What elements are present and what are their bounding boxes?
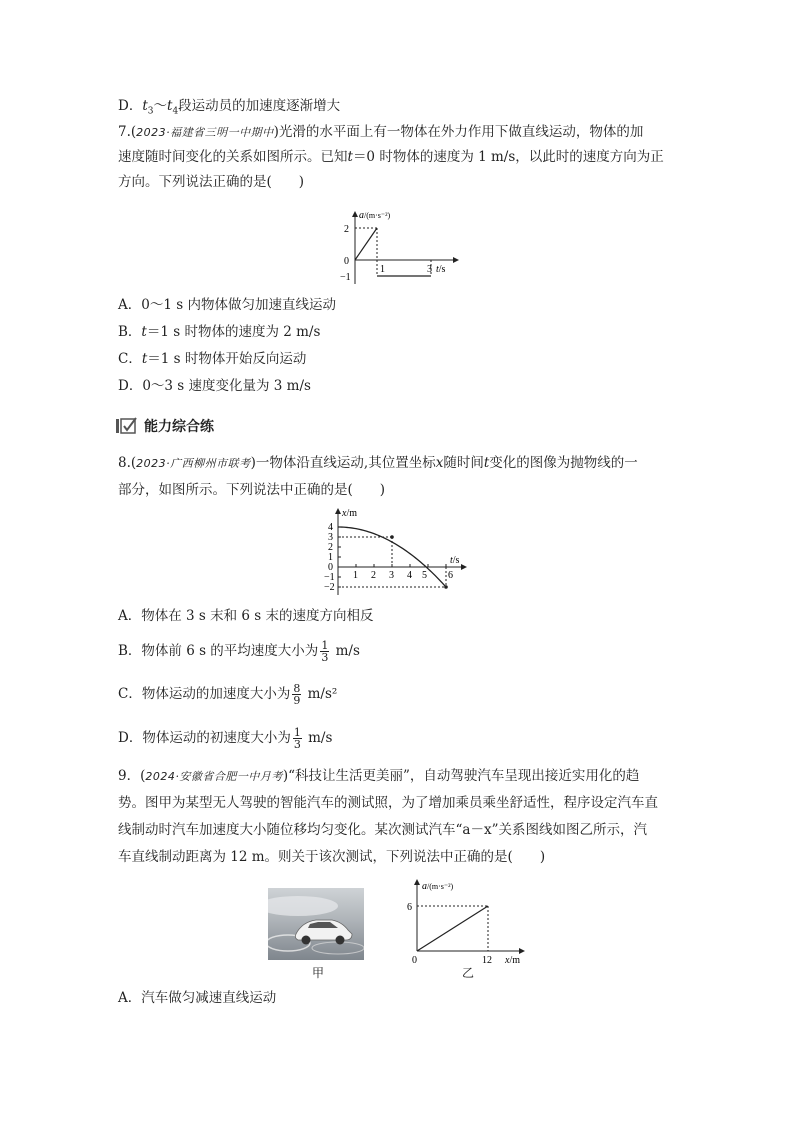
q7-tick-x3: 3 (427, 264, 432, 275)
section-header (116, 416, 214, 436)
q7-stem-line2: 速度随时间变化的关系如图所示。已知t＝0 时物体的速度为 1 m/s，以此时的速度方向为正 (118, 149, 664, 165)
q7-source: 2023·福建省三明一中期中 (136, 126, 274, 139)
q8-stem-line2: 部分，如图所示。下列说法中正确的是( ) (118, 482, 386, 498)
car-image (268, 888, 364, 960)
q6-option-d: D．$t_3\sim t_4$段运动员的加速度逐渐增大 (118, 98, 341, 117)
q8-option-b: B．物体前 6 s 的平均速度大小为 $\frac{1}{3}$ m/s (118, 639, 360, 664)
q7-stem-line3: 方向。下列说法正确的是( ) (118, 174, 305, 190)
q9-x-label: x (505, 955, 510, 966)
q8-xtick: 1 (353, 570, 358, 581)
q7-option-b: B．t＝1 s 时物体的速度为 2 m/s (118, 324, 321, 340)
q7-tick-0: 0 (344, 256, 349, 267)
fraction: $\frac{1}{3}$ (293, 726, 301, 751)
q7-ramp-segment (355, 228, 377, 260)
q8-ytick: 1 (328, 552, 333, 563)
q7-tick-2: 2 (344, 224, 349, 235)
caption-jia: 甲 (312, 966, 325, 980)
q7-y-label: a (359, 210, 364, 221)
q8-ytick: 3 (328, 532, 333, 543)
q9-tick-12: 12 (482, 955, 492, 966)
q8-ytick: −1 (324, 572, 335, 583)
caption-yi: 乙 (462, 966, 475, 980)
svg-text:x/m: x/m (505, 955, 521, 966)
q9-tick-6: 6 (407, 902, 412, 913)
q8-source: 2023·广西柳州市联考 (136, 457, 251, 470)
q9-stem-line1: 9．(2024·安徽省合肥一中月考)“科技让生活更美丽”，自动驾驶汽车呈现出接近实用化的趋 (118, 768, 640, 784)
q8-option-c: C．物体运动的加速度大小为 $\frac{8}{9}$ m/s² (118, 682, 338, 707)
q8-y-label: x (342, 508, 347, 519)
q9-stem-line3: 线制动时汽车加速度大小随位移均匀变化。某次测试汽车“a－x”关系图线如图乙所示，汽 (118, 822, 647, 838)
q8-ytick: −2 (324, 582, 335, 593)
q9-tick-0: 0 (412, 955, 417, 966)
q8-stem-line1: 8.(2023·广西柳州市联考)一物体沿直线运动,其位置坐标x随时间t变化的图像为抛物线的一 (118, 455, 638, 471)
q7-option-a: A．0～1 s 内物体做匀加速直线运动 (118, 297, 336, 313)
svg-text:x/m: x/m (342, 508, 358, 519)
q7-option-d: D．0～3 s 速度变化量为 3 m/s (118, 378, 311, 394)
q9-stem-line2: 势。图甲为某型无人驾驶的智能汽车的测试照，为了增加乘员乘坐舒适性，程序设定汽车直 (118, 795, 658, 811)
q8-ytick: 0 (328, 562, 333, 573)
q8-xtick: 6 (448, 570, 453, 581)
q9-y-label: a (422, 881, 427, 892)
q8-position-graph (320, 505, 470, 597)
q8-option-a: A．物体在 3 s 末和 6 s 末的速度方向相反 (118, 608, 374, 624)
q8-point-3s (390, 535, 394, 539)
q9-source: 2024·安徽省合肥一中月考 (145, 770, 283, 783)
q7-stem-line1: 7.(2023·福建省三明一中期中)光滑的水平面上有一物体在外力作用下做直线运动，物体的加 (118, 124, 644, 140)
q9-option-a: A．汽车做匀减速直线运动 (118, 990, 277, 1006)
q9-line (417, 906, 488, 951)
car-test-photo (268, 888, 364, 960)
q7-option-c: C．t＝1 s 时物体开始反向运动 (118, 351, 307, 367)
fraction: $\frac{1}{3}$ (321, 639, 329, 664)
svg-text:a/(m·s⁻²): a/(m·s⁻²) (359, 210, 391, 221)
q9-ax-graph (402, 876, 532, 968)
checkbox-icon (116, 417, 138, 435)
q8-ytick: 2 (328, 542, 333, 553)
section-title: 能力综合练 (144, 419, 214, 435)
q7-tick-x1: 1 (380, 264, 385, 275)
q8-ytick: 4 (328, 522, 333, 533)
q8-xtick: 3 (389, 570, 394, 581)
q9-stem-line4: 车直线制动距离为 12 m。则关于该次测试，下列说法中正确的是( ) (118, 849, 546, 865)
svg-text:t/s: t/s (436, 264, 446, 275)
q8-xtick: 2 (371, 570, 376, 581)
q8-xtick: 5 (422, 570, 427, 581)
q7-tick-neg1: −1 (340, 272, 351, 283)
q8-xtick: 4 (407, 570, 412, 581)
svg-text:a/(m·s⁻²): a/(m·s⁻²) (422, 881, 454, 892)
fraction: $\frac{8}{9}$ (293, 682, 301, 707)
q7-x-label: t (436, 264, 439, 275)
q8-x-label: t (450, 555, 453, 566)
q7-acceleration-graph (330, 204, 460, 286)
q8-option-d: D．物体运动的初速度大小为 $\frac{1}{3}$ m/s (118, 726, 333, 751)
q8-point-6s (444, 585, 448, 589)
svg-text:t/s: t/s (450, 555, 460, 566)
